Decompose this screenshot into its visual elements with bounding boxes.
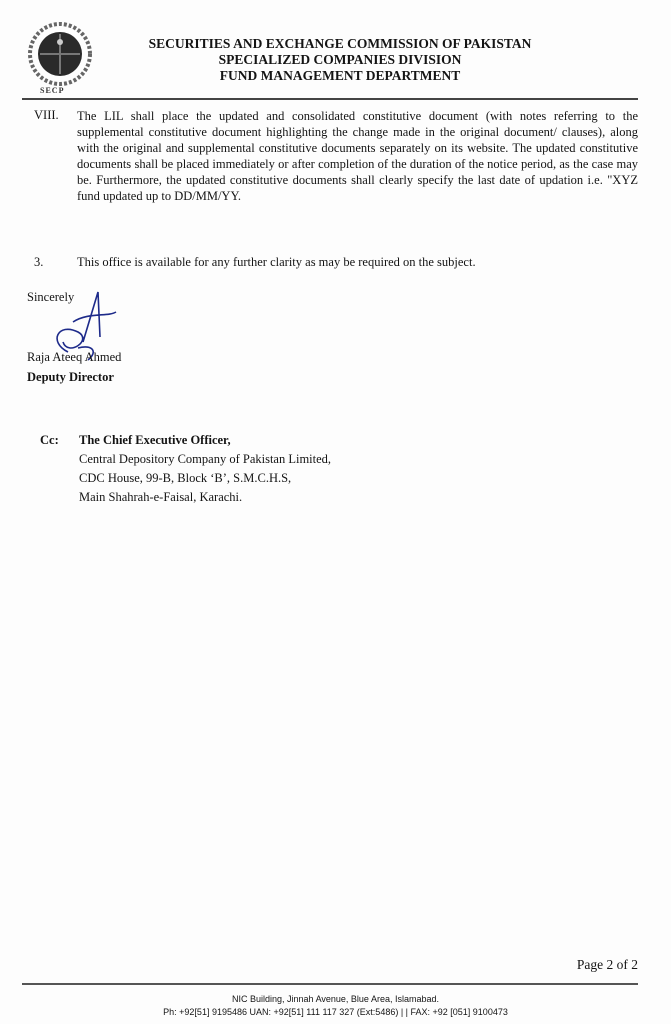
header-divider <box>22 98 638 100</box>
footer-address: NIC Building, Jinnah Avenue, Blue Area, Islamabad. <box>232 994 439 1004</box>
secp-logo <box>28 22 92 86</box>
cc-line: CDC House, 99-B, Block ‘B’, S.M.C.H.S, <box>79 471 292 485</box>
closing: Sincerely <box>27 290 75 304</box>
signatory-name: Raja Ateeq Ahmed <box>27 350 122 364</box>
header-division: SPECIALIZED COMPANIES DIVISION <box>218 52 462 67</box>
logo-caption: SECP <box>40 86 65 95</box>
cc-label: Cc: <box>40 433 59 447</box>
footer-contact: Ph: +92[51] 9195486 UAN: +92[51] 111 117 327 (Ext:5486) | | FAX: +92 [051] 9100473 <box>163 1007 508 1017</box>
header-department: FUND MANAGEMENT DEPARTMENT <box>219 68 461 83</box>
page-number: Page 2 of 2 <box>576 957 638 972</box>
footer-divider <box>22 983 638 985</box>
header-org: SECURITIES AND EXCHANGE COMMISSION OF PAKISTAN <box>148 36 532 51</box>
item-number: VIII. <box>34 108 59 122</box>
paragraph-text: This office is available for any further clarity as may be required on the subject. <box>77 255 476 269</box>
cc-line: Central Depository Company of Pakistan Limited, <box>79 452 332 466</box>
item-text: The LIL shall place the updated and consolidated constitutive document (with notes referring to the supplemental constitutive document highlighting the change made in the original document/ clauses), along with the original and supplemental constitutive documents separately on its website. The updated constitutive documents shall be placed immediately or after completion of the duration of the notice period, as the case may be. Furthermore, the updated constitutive documents shall clearly specify the last date of updation i.e. "XYZ fund updated up to DD/MM/YY. <box>77 109 638 203</box>
signatory-title: Deputy Director <box>27 370 114 384</box>
cc-line: Main Shahrah-e-Faisal, Karachi. <box>79 490 243 504</box>
paragraph-number: 3. <box>34 255 44 269</box>
cc-recipient: The Chief Executive Officer, <box>79 433 231 447</box>
